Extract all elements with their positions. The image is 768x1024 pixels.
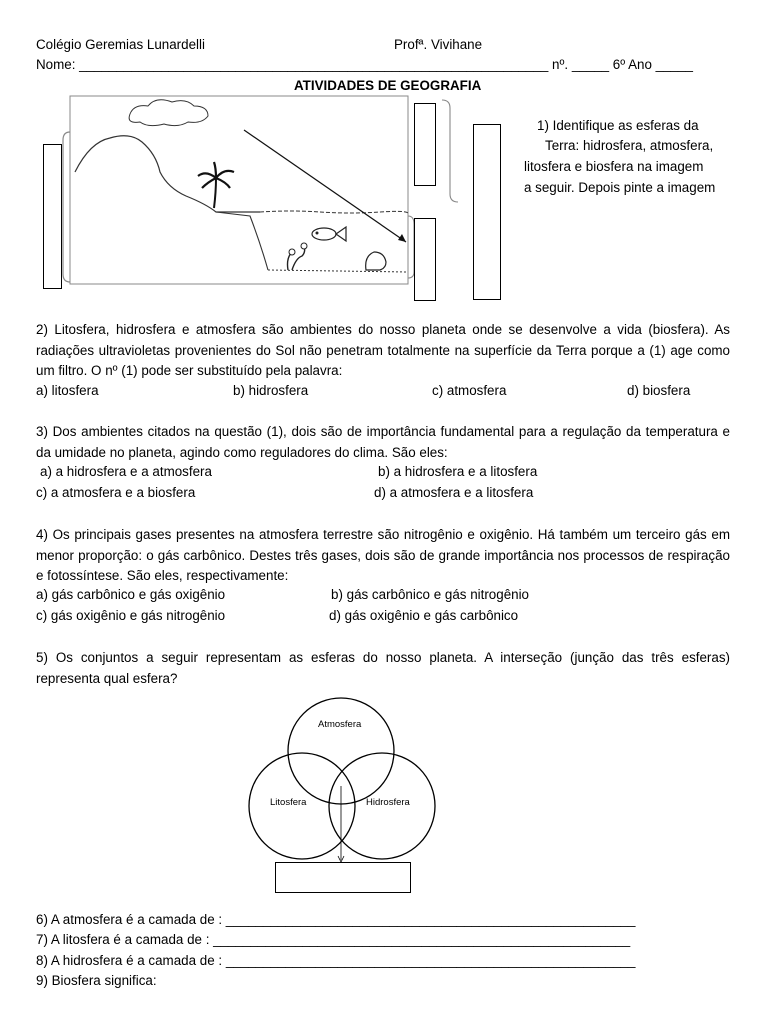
q2-text: 2) Litosfera, hidrosfera e atmosfera são ambientes do nosso planeta onde se desenvolve a vida (biosfera). As radiações ultravioletas provenientes do Sol não penetram totalmente na superfície da Terra porque a (1) age como um filtro. O nº (1) pode ser substituído pela palavra: [36, 322, 730, 378]
q1-line-4: a seguir. Depois pinte a imagem [524, 180, 716, 195]
q5-text: 5) Os conjuntos a seguir representam as esferas do nosso planeta. A interseção (junção das três esferas) representa qual esfera? [36, 650, 730, 686]
q4-text: 4) Os principais gases presentes na atmosfera terrestre são nitrogênio e oxigênio. Há também um terceiro gás em menor proporção: o gás carbônico. Destes três gases, dois são de grande importância nos processos de respiração e fotossíntese. São eles, respectivamente: [36, 527, 730, 583]
q7-fill-in[interactable]: 7) A litosfera é a camada de : ________________________________________________________ [36, 932, 631, 947]
water-surface [260, 211, 408, 214]
left-brace [63, 132, 70, 282]
q2-option-d[interactable]: d) biosfera [627, 383, 691, 398]
shell-icon [366, 252, 386, 270]
q9-fill-in[interactable]: 9) Biosfera significa: [36, 973, 157, 988]
right-brace-top [442, 100, 458, 202]
earth-spheres-illustration [30, 92, 470, 312]
q3-option-b[interactable]: b) a hidrosfera e a litosfera [378, 464, 538, 479]
q5-answer-box[interactable] [275, 862, 411, 893]
q1-line-2: Terra: hidrosfera, atmosfera, [545, 138, 714, 153]
venn-label-hidrosfera: Hidrosfera [366, 797, 410, 808]
coast-outline [216, 212, 268, 270]
cloud-icon [129, 100, 208, 126]
answer-box-far-right[interactable] [473, 124, 501, 300]
q4-option-b[interactable]: b) gás carbônico e gás nitrogênio [331, 587, 530, 602]
seabed-line [268, 270, 408, 272]
mountain-outline [75, 136, 260, 212]
venn-label-litosfera: Litosfera [270, 797, 307, 808]
illustration-frame [70, 96, 408, 284]
palm-tree-icon [198, 162, 234, 208]
answer-box-bottom-right[interactable] [414, 218, 436, 301]
pointer-arrow [244, 130, 406, 242]
venn-label-atmosfera: Atmosfera [318, 719, 362, 730]
q2-option-b[interactable]: b) hidrosfera [233, 383, 309, 398]
answer-box-top-right[interactable] [414, 103, 436, 186]
q3-option-d[interactable]: d) a atmosfera e a litosfera [374, 485, 534, 500]
q3-option-c[interactable]: c) a atmosfera e a biosfera [36, 485, 196, 500]
fish-icon [312, 227, 346, 241]
page-title: ATIVIDADES DE GEOGRAFIA [294, 78, 482, 93]
q3-option-a[interactable]: a) a hidrosfera e a atmosfera [40, 464, 212, 479]
teacher-name: Profª. Vivihane [394, 37, 483, 52]
q4-option-d[interactable]: d) gás oxigênio e gás carbônico [329, 608, 519, 623]
q3-text: 3) Dos ambientes citados na questão (1), dois são de importância fundamental para a regulação da temperatura e da umidade no planeta, agindo como reguladores do clima. São eles: [36, 424, 730, 460]
q6-fill-in[interactable]: 6) A atmosfera é a camada de : _______________________________________________________ [36, 912, 636, 927]
q8-fill-in[interactable]: 8) A hidrosfera é a camada de : _______________________________________________________ [36, 953, 636, 968]
q1-line-3: litosfera e biosfera na imagem [524, 159, 704, 174]
school-name: Colégio Geremias Lunardelli [36, 37, 205, 52]
q2-option-a[interactable]: a) litosfera [36, 383, 99, 398]
q4-option-c[interactable]: c) gás oxigênio e gás nitrogênio [36, 608, 226, 623]
q1-line-1: 1) Identifique as esferas da [537, 118, 699, 133]
coral-icon [288, 243, 308, 270]
answer-box-left[interactable] [43, 144, 62, 289]
student-name-line[interactable]: Nome: _______________________________________________________________ nº. _____ 6º Ano _____ [36, 57, 693, 72]
q2-option-c[interactable]: c) atmosfera [432, 383, 507, 398]
q4-option-a[interactable]: a) gás carbônico e gás oxigênio [36, 587, 226, 602]
